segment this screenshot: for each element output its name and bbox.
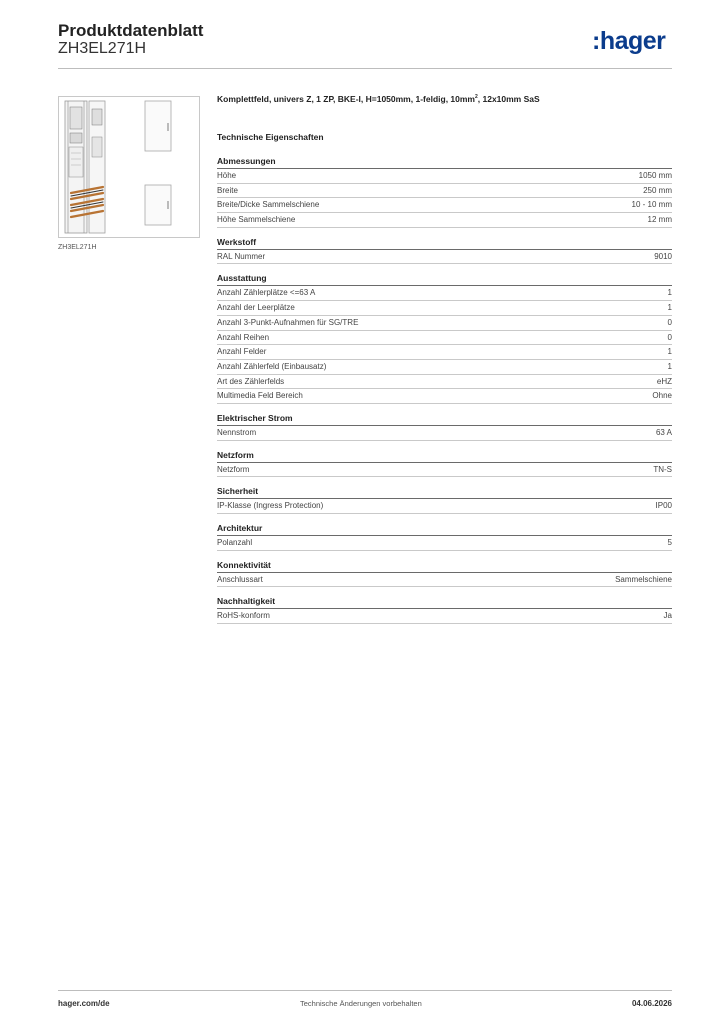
spec-value: Ohne	[652, 391, 672, 401]
spec-value: 1	[667, 303, 672, 313]
spec-value: Sammelschiene	[615, 574, 672, 584]
spec-section	[217, 412, 672, 441]
spec-label: Polanzahl	[217, 538, 253, 547]
section-title: Ausstattung	[217, 272, 672, 286]
spec-row	[217, 609, 672, 624]
spec-value: 1	[667, 288, 672, 298]
product-number: ZH3EL271H	[58, 40, 147, 57]
spec-label: Breite	[217, 185, 238, 195]
spec-section	[217, 595, 672, 624]
spec-row	[217, 573, 672, 588]
spec-section	[217, 236, 672, 265]
technical-properties-heading: Technische Eigenschaften	[217, 132, 324, 142]
spec-section	[217, 272, 672, 404]
spec-row	[217, 316, 672, 331]
spec-row	[217, 536, 672, 551]
spec-section	[217, 559, 672, 588]
spec-row	[217, 213, 672, 228]
spec-label: Höhe Sammelschiene	[217, 215, 296, 225]
spec-value: 1	[667, 347, 672, 357]
spec-value: IP00	[655, 501, 672, 511]
spec-label: Höhe	[217, 171, 237, 180]
spec-row	[217, 389, 672, 404]
spec-row	[217, 198, 672, 213]
spec-row	[217, 301, 672, 316]
spec-value: 0	[667, 317, 672, 327]
spec-content	[217, 94, 672, 632]
image-caption: ZH3EL271H	[58, 244, 97, 251]
footer-divider	[58, 990, 672, 991]
product-illustration-icon	[59, 97, 199, 237]
section-title: Elektrischer Strom	[217, 412, 672, 426]
spec-sections	[217, 155, 672, 624]
spec-label: Anzahl Zählerplätze <=63 A	[217, 288, 316, 298]
spec-value: TN-S	[653, 464, 672, 474]
section-title: Abmessungen	[217, 155, 672, 169]
spec-row	[217, 184, 672, 199]
spec-section	[217, 449, 672, 478]
spec-label: RAL Nummer	[217, 251, 266, 261]
product-description	[217, 94, 672, 104]
spec-label: Anzahl Felder	[217, 347, 267, 357]
spec-label: Art des Zählerfelds	[217, 376, 285, 386]
product-image	[58, 96, 200, 238]
section-title: Nachhaltigkeit	[217, 595, 672, 609]
spec-label: Anzahl 3-Punkt-Aufnahmen für SG/TRE	[217, 317, 359, 327]
spec-label: Breite/Dicke Sammelschiene	[217, 200, 320, 210]
spec-label: RoHS-konform	[217, 611, 270, 621]
description-superscript: 2	[474, 94, 478, 101]
logo-colon-icon: :	[592, 27, 600, 55]
spec-value: 10 - 10 mm	[631, 200, 672, 210]
spec-row	[217, 169, 672, 184]
spec-row	[217, 426, 672, 441]
page-title: Produktdatenblatt	[58, 21, 204, 40]
spec-label: Anzahl Zählerfeld (Einbausatz)	[217, 361, 327, 371]
spec-label: Nennstrom	[217, 427, 257, 437]
spec-value: Ja	[663, 611, 672, 621]
spec-value: 250 mm	[643, 185, 672, 195]
spec-row	[217, 375, 672, 390]
spec-row	[217, 286, 672, 301]
description-text: Komplettfeld, univers Z, 1 ZP, BKE-I, H=1050mm, 1-feldig, 10mm	[217, 94, 475, 104]
spec-section	[217, 485, 672, 514]
section-title: Werkstoff	[217, 236, 672, 250]
spec-value: 63 A	[655, 427, 672, 437]
spec-label: Anzahl Reihen	[217, 332, 270, 342]
spec-row	[217, 463, 672, 478]
footer-disclaimer: Technische Änderungen vorbehalten	[300, 999, 422, 1008]
spec-value: 0	[667, 332, 672, 342]
spec-label: Multimedia Feld Bereich	[217, 391, 303, 401]
spec-label: IP-Klasse (Ingress Protection)	[217, 501, 324, 511]
footer-date: 04.06.2026	[631, 999, 672, 1008]
section-title: Konnektivität	[217, 559, 672, 573]
spec-label: Netzform	[217, 464, 250, 474]
spec-value: 5	[667, 538, 672, 547]
spec-row	[217, 250, 672, 265]
spec-value: 9010	[654, 251, 672, 261]
spec-value: eHZ	[656, 376, 672, 386]
spec-row	[217, 345, 672, 360]
spec-label: Anzahl der Leerplätze	[217, 303, 295, 313]
hager-logo	[592, 27, 665, 56]
section-title: Sicherheit	[217, 485, 672, 499]
spec-row	[217, 360, 672, 375]
spec-section	[217, 155, 672, 228]
spec-value: 1050 mm	[638, 171, 672, 180]
spec-section	[217, 522, 672, 551]
spec-label: Anschlussart	[217, 574, 263, 584]
spec-row	[217, 499, 672, 514]
spec-value: 12 mm	[647, 215, 672, 225]
spec-value: 1	[667, 361, 672, 371]
header-divider	[58, 68, 672, 69]
logo-text: hager	[599, 27, 666, 55]
section-title: Netzform	[217, 449, 672, 463]
footer-website-link[interactable]: hager.com/de	[58, 999, 110, 1008]
description-text-end: , 12x10mm SaS	[477, 94, 540, 104]
spec-row	[217, 331, 672, 346]
section-title: Architektur	[217, 522, 672, 536]
